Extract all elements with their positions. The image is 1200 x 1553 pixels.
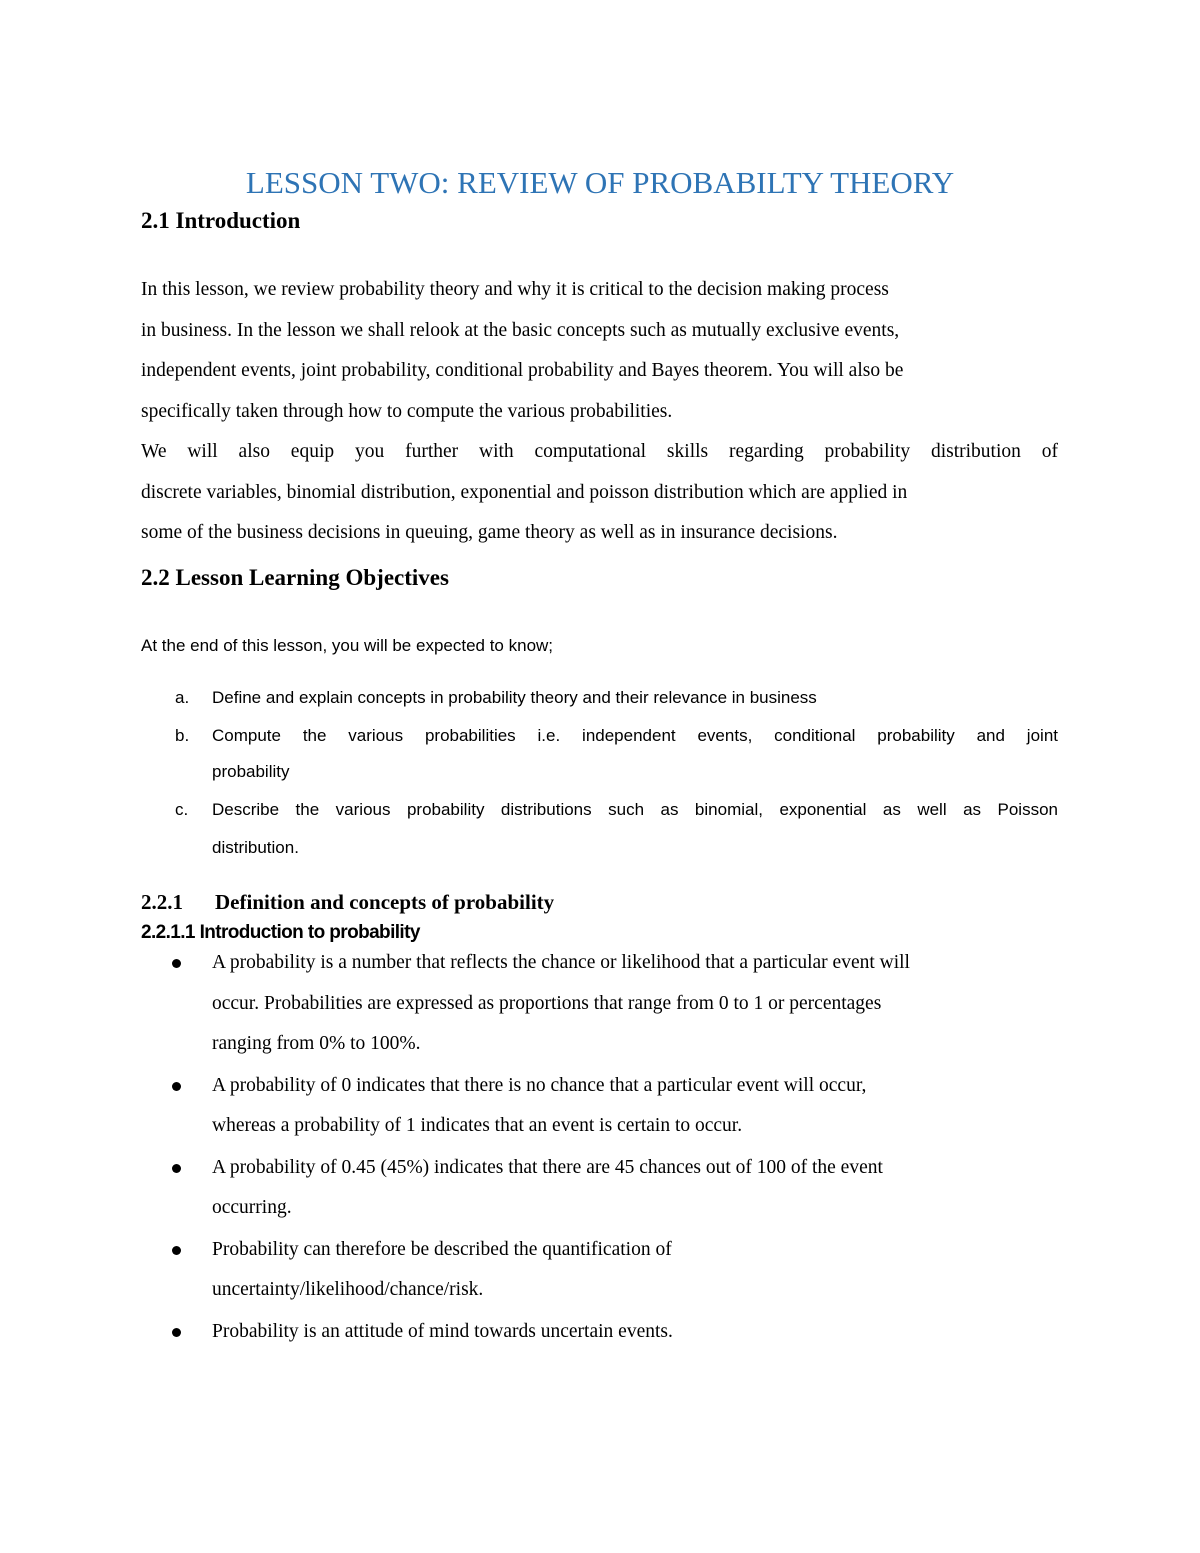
list-marker: a. [175,688,190,707]
bullet-text: A probability of 0.45 (45%) indicates that there are 45 chances out of 100 of the event [212,1156,883,1178]
bullet-text: Probability can therefore be described the quantification of [212,1238,672,1260]
list-item [141,721,1058,795]
bullet-text: A probability is a number that reflects the chance or likelihood that a particular event will [212,952,910,973]
bullet-icon [172,1328,181,1337]
list-item-text: Describe the various probability distributions such as binomial, exponential as well as Poisson [212,800,1058,819]
lesson-title: LESSON TWO: REVIEW OF PROBABILTY THEORY [245,165,955,200]
bullet-text: occurring. [212,1197,292,1218]
list-marker: c. [175,800,189,819]
bullet-item [141,1230,1058,1311]
bullet-text: occur. Probabilities are expressed as proportions that range from 0 to 1 or percentages [212,992,882,1014]
list-marker: b. [175,726,190,745]
bullet-item [141,1066,1058,1147]
introduction-paragraph-1 [141,270,1058,432]
text-line: We will also equip you further with computational skills regarding probability distribution of [141,441,1058,462]
bullet-icon [172,1246,181,1255]
objectives-heading: 2.2 Lesson Learning Objectives [141,565,449,590]
list-item-text: distribution. [212,838,299,857]
bullet-text: ranging from 0% to 100%. [212,1033,421,1054]
text-line: In this lesson, we review probability theory and why it is critical to the decision making process [141,279,889,300]
bullet-item [141,1148,1058,1229]
list-item [141,683,1058,721]
bullet-icon [172,1082,181,1091]
section-number: 2.2.1 [141,890,183,914]
introduction-paragraph-2 [141,432,1058,554]
text-line: specifically taken through how to compute the various probabilities. [141,400,673,422]
list-item-text: Define and explain concepts in probability theory and their relevance in business [212,688,817,707]
bullet-text: A probability of 0 indicates that there is no chance that a particular event will occur, [212,1074,867,1096]
bullet-item [141,1312,1058,1353]
text-line: in business. In the lesson we shall relook at the basic concepts such as mutually exclusive events, [141,319,900,341]
bullet-text: uncertainty/likelihood/chance/risk. [212,1279,484,1300]
bullet-icon [172,1164,181,1173]
bullet-icon [172,959,181,968]
section-2-2-1-heading [141,887,554,917]
bullet-text: Probability is an attitude of mind towards uncertain events. [212,1320,673,1342]
objectives-list [141,683,1058,871]
list-item [141,795,1058,871]
text-line: some of the business decisions in queuing, game theory as well as in insurance decisions. [141,522,838,543]
list-item-text: Compute the various probabilities i.e. independent events, conditional probability and joint [212,726,1058,745]
probability-bullet-list [141,943,1058,1353]
list-item-text: probability [212,762,290,781]
bullet-item [141,943,1058,1065]
section-2-2-1-1-heading: 2.2.1.1 Introduction to probability [141,922,420,943]
introduction-heading: 2.1 Introduction [141,208,301,233]
bullet-text: whereas a probability of 1 indicates that an event is certain to occur. [212,1115,743,1136]
section-title: Definition and concepts of probability [215,890,555,914]
text-line: discrete variables, binomial distribution, exponential and poisson distribution which are applied in [141,481,908,503]
objectives-lead: At the end of this lesson, you will be expected to know; [141,636,554,655]
text-line: independent events, joint probability, conditional probability and Bayes theorem. You will also be [141,360,904,381]
